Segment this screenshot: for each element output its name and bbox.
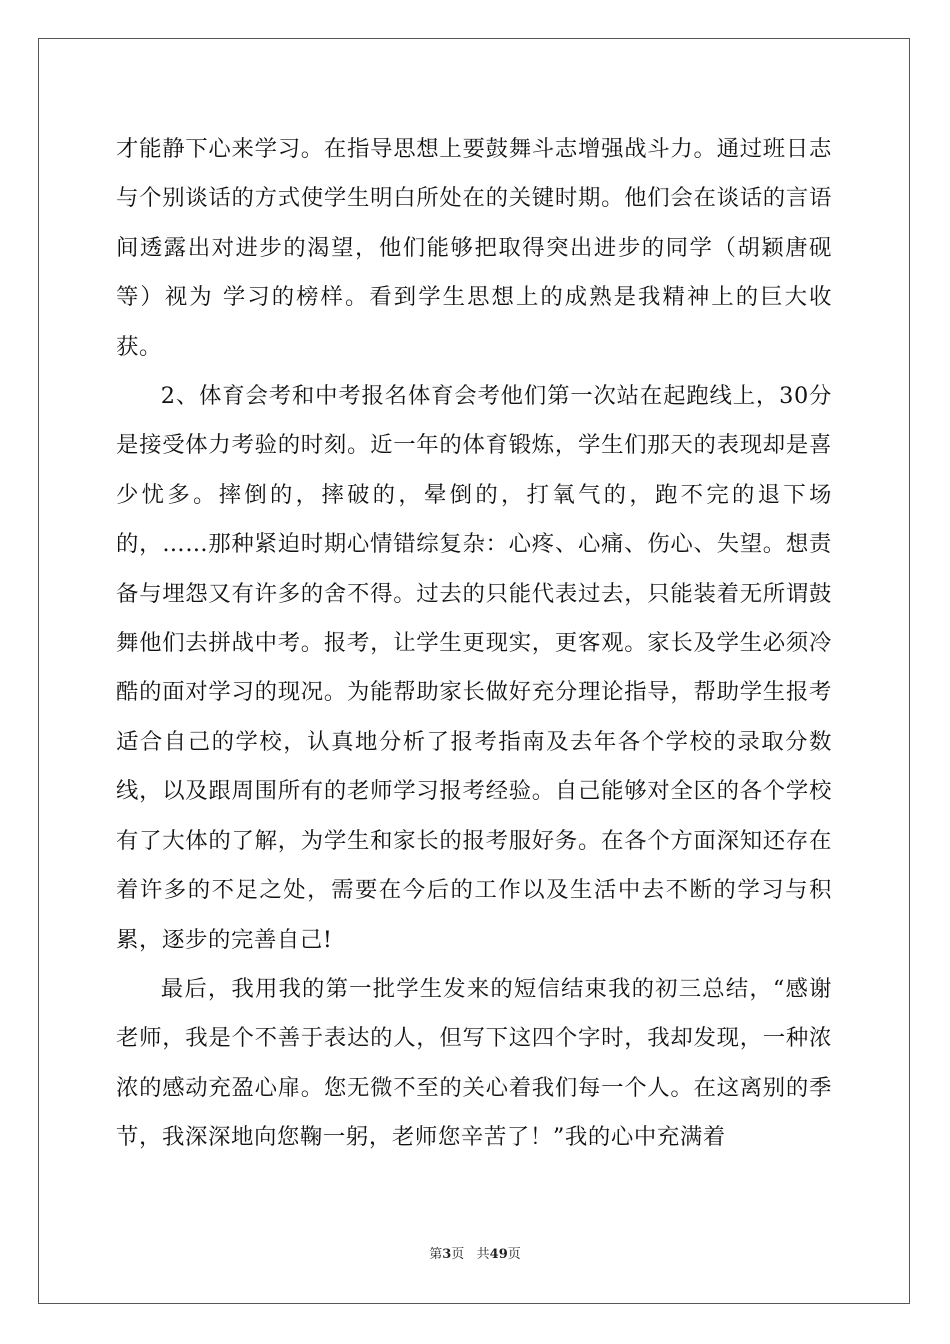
paragraph-2: 2、体育会考和中考报名体育会考他们第一次站在起跑线上，30分是接受体力考验的时刻。近一年的体育锻炼，学生们那天的表现却是喜少忧多。摔倒的，摔破的，晕倒的，打氧气的，跑不完的退下场的，……那种紧迫时期心情错综复杂：心疼、心痛、伤心、失望。想责备与埋怨又有许多的舍不得。过去的只能代表过去，只能装着无所谓鼓舞他们去拼战中考。报考，让学生更现实，更客观。家长及学生必须冷酷的面对学习的现况。为能帮助家长做好充分理论指导，帮助学生报考适合自己的学校，认真地分析了报考指南及去年各个学校的录取分数线，以及跟周围所有的老师学习报考经验。自己能够对全区的各个学校有了大体的了解，为学生和家长的报考服好务。在各个方面深知还存在着许多的不足之处，需要在今后的工作以及生活中去不断的学习与积累，逐步的完善自己! bbox=[116, 383, 832, 953]
paragraph-1: 才能静下心来学习。在指导思想上要鼓舞斗志增强战斗力。通过班日志与个别谈话的方式使学生明白所处在的关键时期。他们会在谈话的言语间透露出对进步的渴望，他们能够把取得突出进步的同学（胡颖唐砚等）视为 学习的榜样。看到学生思想上的成熟是我精神上的巨大收获。 bbox=[116, 136, 832, 360]
footer-middle: 页 共 bbox=[451, 1247, 490, 1262]
footer-prefix: 第 bbox=[429, 1247, 443, 1262]
document-body bbox=[116, 125, 832, 1163]
total-page-count: 49 bbox=[489, 1247, 508, 1262]
current-page-number: 3 bbox=[442, 1247, 452, 1262]
paragraph-3: 最后，我用我的第一批学生发来的短信结束我的初三总结，“感谢老师，我是个不善于表达的人，但写下这四个字时，我却发现，一种浓浓的感动充盈心扉。您无微不至的关心着我们每一个人。在这离别的季节，我深深地向您鞠一躬，老师您辛苦了！”我的心中充满着 bbox=[116, 975, 832, 1151]
footer-suffix: 页 bbox=[507, 1247, 521, 1262]
page-footer bbox=[0, 1243, 950, 1262]
